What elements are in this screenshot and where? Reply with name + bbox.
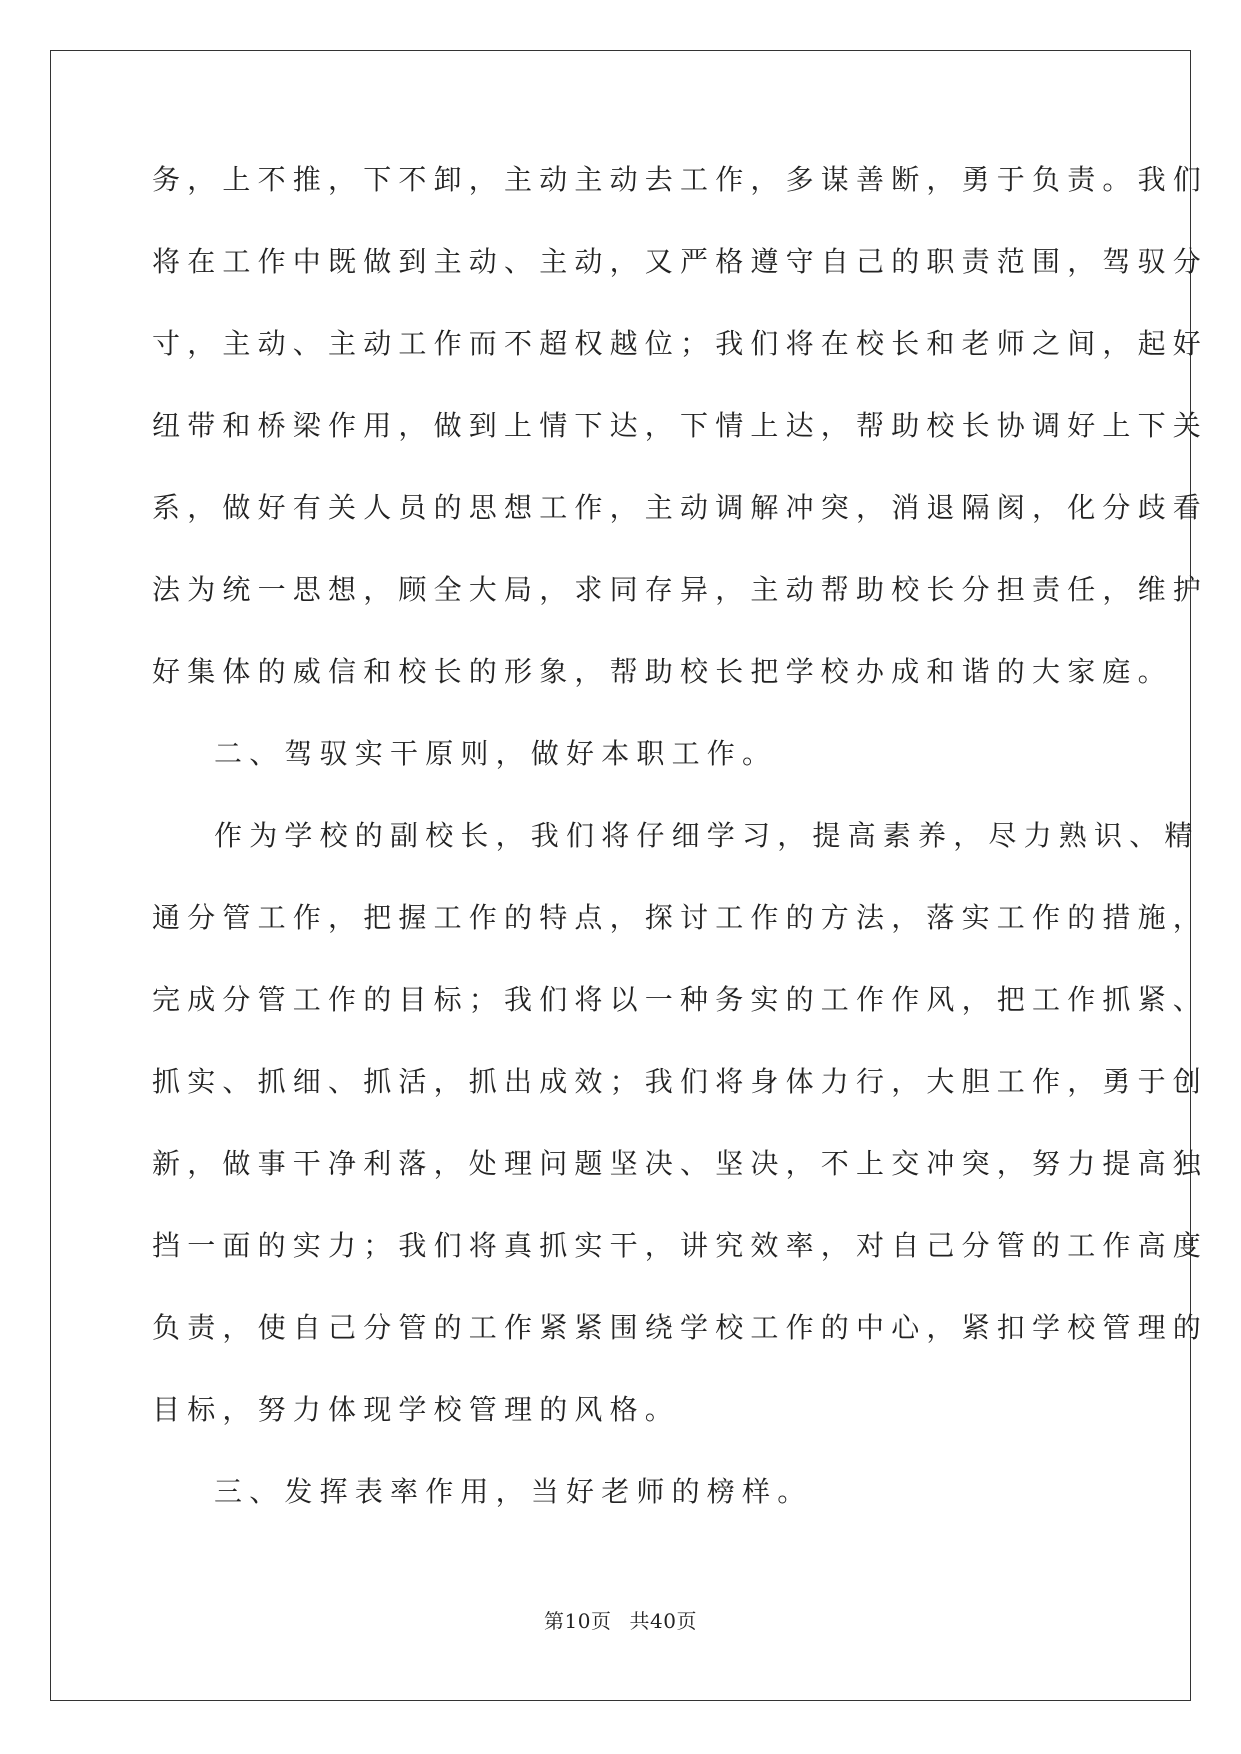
body-line: 寸，主动、主动工作而不超权越位；我们将在校长和老师之间，起好 bbox=[152, 327, 1209, 360]
body-line: 法为统一思想，顾全大局，求同存异，主动帮助校长分担责任，维护 bbox=[152, 573, 1209, 606]
body-line: 将在工作中既做到主动、主动，又严格遵守自己的职责范围，驾驭分 bbox=[152, 245, 1209, 278]
body-line: 通分管工作，把握工作的特点，探讨工作的方法，落实工作的措施， bbox=[152, 901, 1209, 934]
body-line: 抓实、抓细、抓活，抓出成效；我们将身体力行，大胆工作，勇于创 bbox=[152, 1065, 1209, 1098]
body-line: 系，做好有关人员的思想工作，主动调解冲突，消退隔阂，化分歧看 bbox=[152, 491, 1209, 524]
page-footer bbox=[0, 1605, 1241, 1634]
section-heading: 二、驾驭实干原则，做好本职工作。 bbox=[214, 737, 778, 770]
body-line: 完成分管工作的目标；我们将以一种务实的工作作风，把工作抓紧、 bbox=[152, 983, 1209, 1016]
section-heading: 三、发挥表率作用，当好老师的榜样。 bbox=[214, 1475, 813, 1508]
body-line: 好集体的威信和校长的形象，帮助校长把学校办成和谐的大家庭。 bbox=[152, 655, 1173, 688]
body-line: 新，做事干净利落，处理问题坚决、坚决，不上交冲突，努力提高独 bbox=[152, 1147, 1209, 1180]
body-line: 纽带和桥梁作用，做到上情下达，下情上达，帮助校长协调好上下关 bbox=[152, 409, 1209, 442]
document-body bbox=[152, 160, 1209, 1554]
paragraph-start: 作为学校的副校长，我们将仔细学习，提高素养，尽力熟识、精 bbox=[214, 819, 1200, 852]
page-total: 共40页 bbox=[629, 1609, 697, 1633]
body-line: 目标，努力体现学校管理的风格。 bbox=[152, 1393, 681, 1426]
body-line: 挡一面的实力；我们将真抓实干，讲究效率，对自己分管的工作高度 bbox=[152, 1229, 1209, 1262]
page-number: 第10页 bbox=[544, 1609, 612, 1633]
body-line: 务，上不推，下不卸，主动主动去工作，多谋善断，勇于负责。我们 bbox=[152, 163, 1209, 196]
body-line: 负责，使自己分管的工作紧紧围绕学校工作的中心，紧扣学校管理的 bbox=[152, 1311, 1209, 1344]
